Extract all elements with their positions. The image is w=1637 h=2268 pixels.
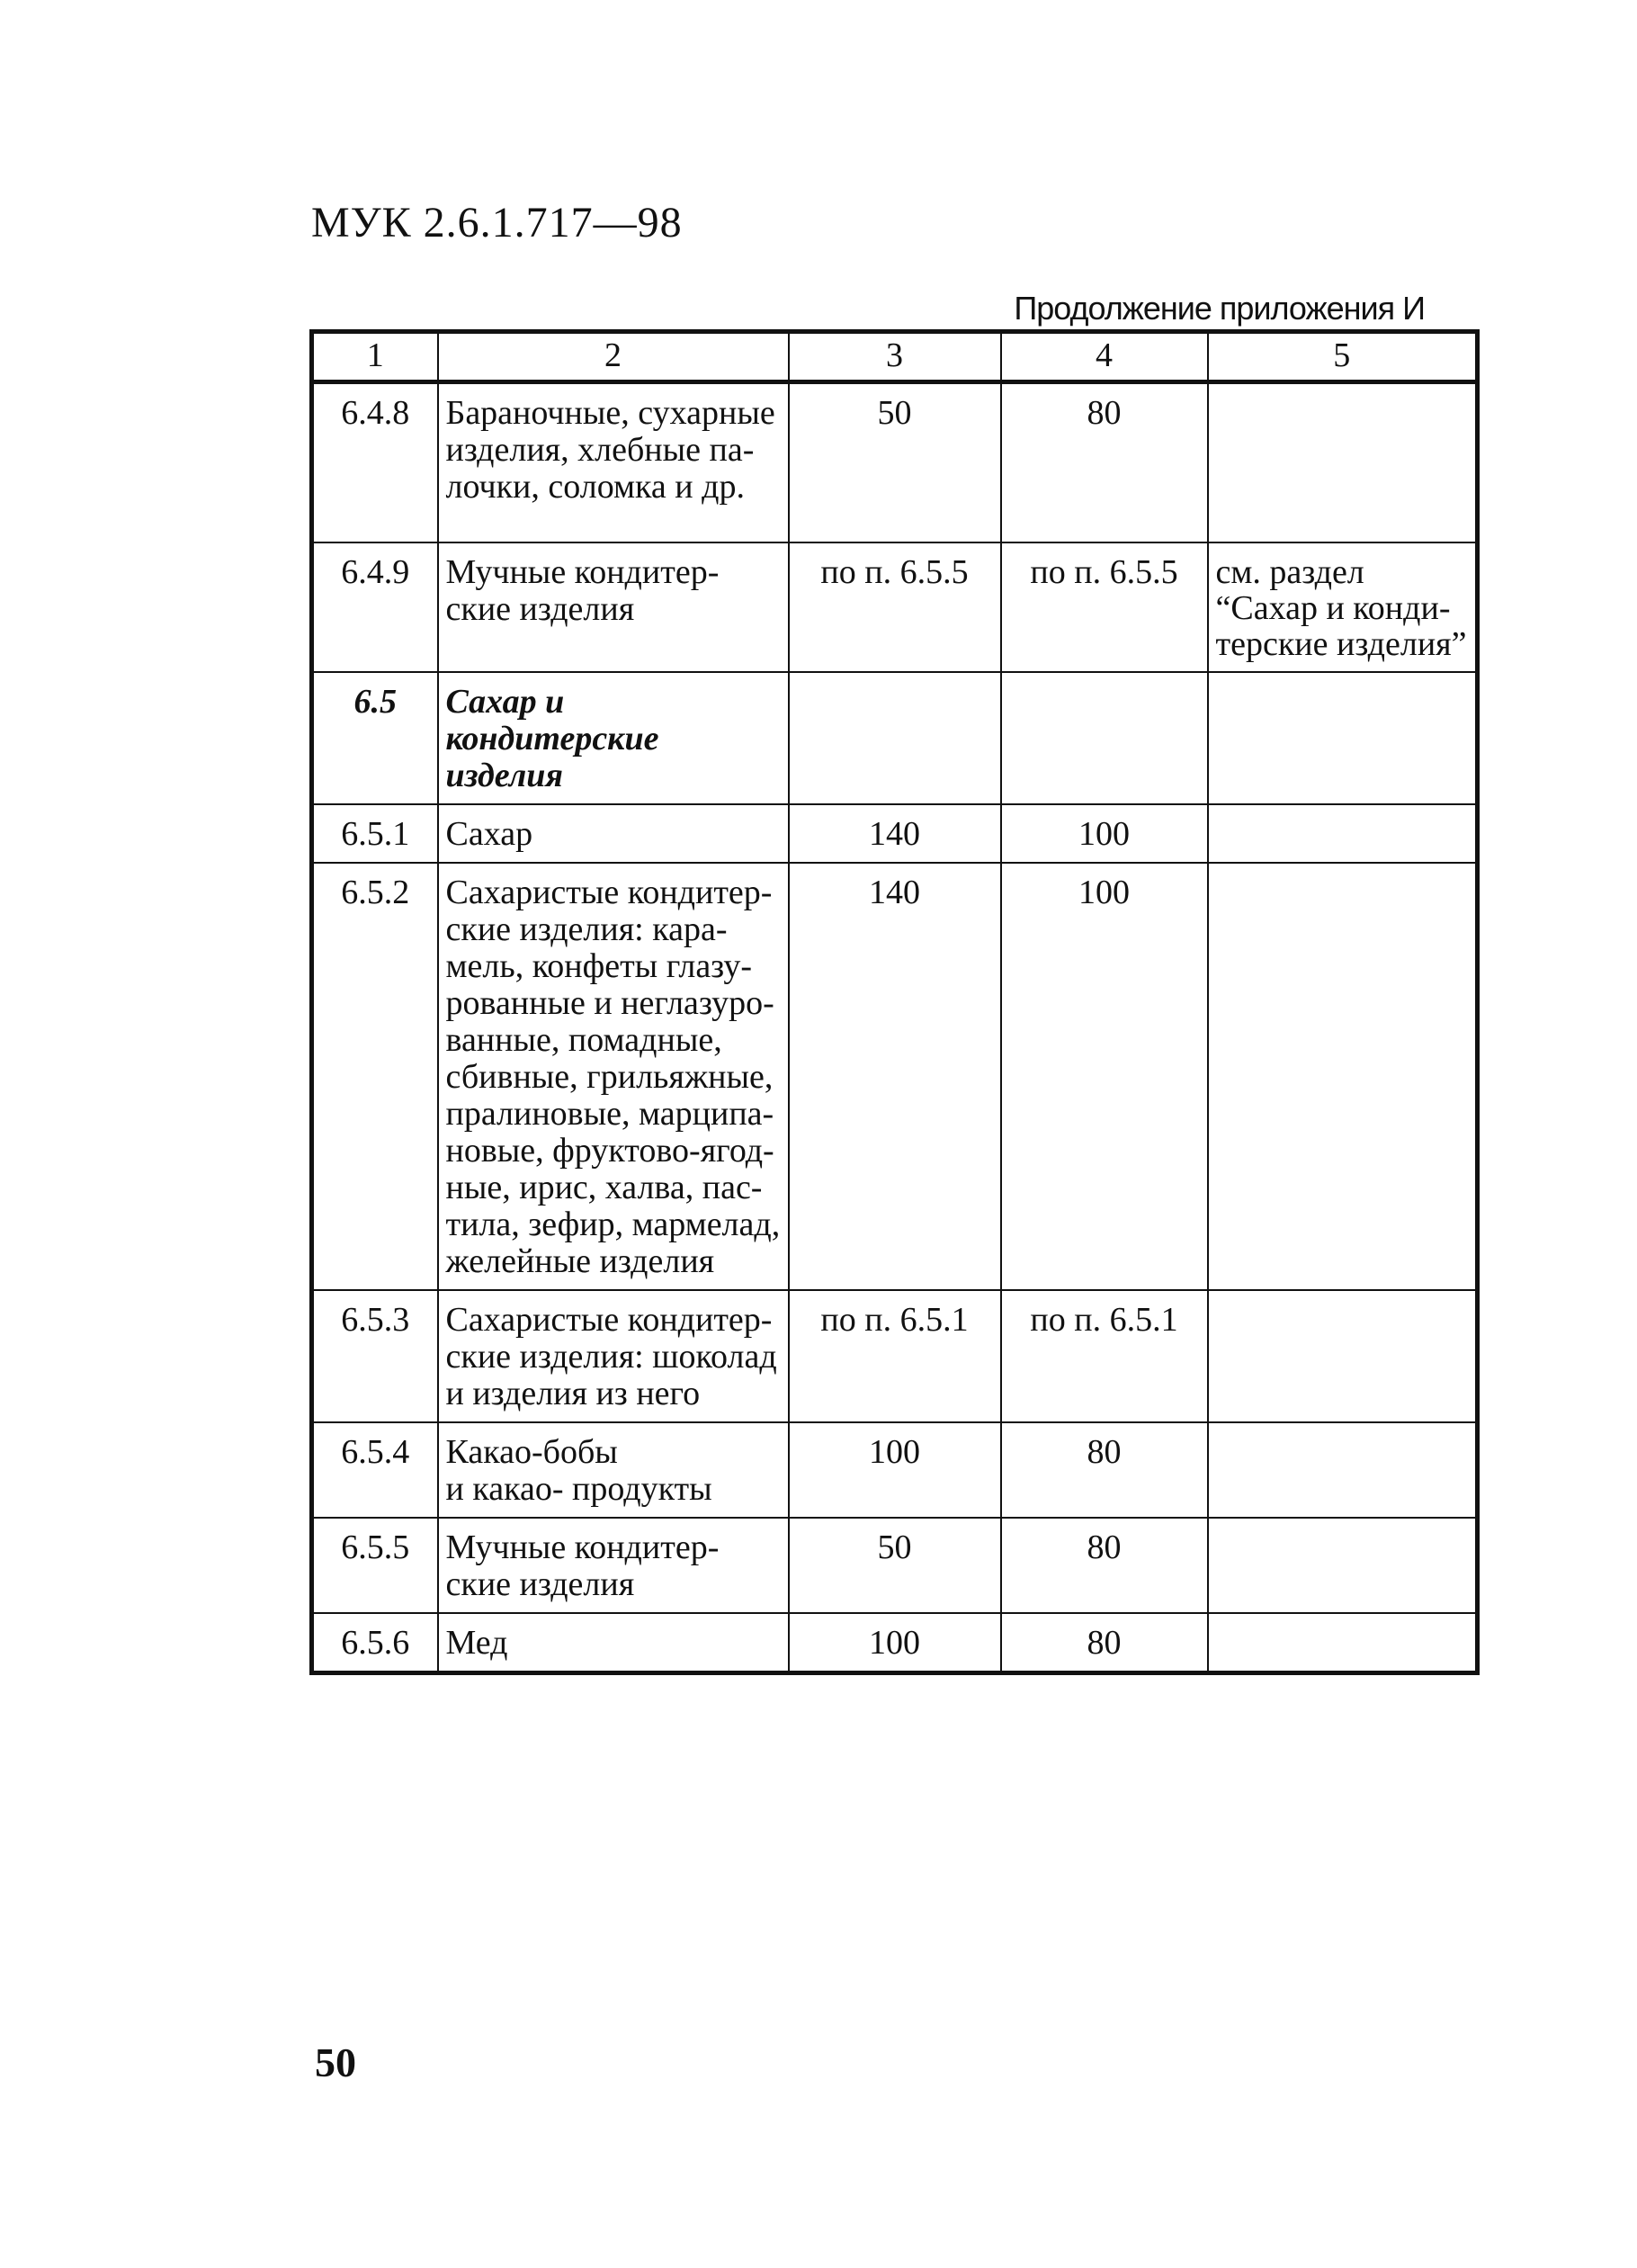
value-col3: 50 — [789, 1518, 1001, 1613]
note-col5 — [1208, 382, 1478, 542]
column-header-5: 5 — [1208, 332, 1478, 382]
table-header — [312, 332, 1478, 382]
continuation-caption: Продолжение приложения И — [1014, 290, 1425, 327]
section-row — [312, 672, 1478, 804]
product-name: Мед — [438, 1613, 789, 1673]
value-col4: 80 — [1001, 1422, 1208, 1518]
product-name: Какао-бобы и какао- продукты — [438, 1422, 789, 1518]
value-col4: по п. 6.5.5 — [1001, 542, 1208, 672]
table-row — [312, 804, 1478, 863]
row-number: 6.4.9 — [312, 542, 438, 672]
table-body — [312, 382, 1478, 1673]
value-col3: 140 — [789, 804, 1001, 863]
value-col4: 80 — [1001, 382, 1208, 542]
column-header-1: 1 — [312, 332, 438, 382]
note-col5 — [1208, 1290, 1478, 1422]
table-row — [312, 1518, 1478, 1613]
table-row — [312, 863, 1478, 1290]
note-col5 — [1208, 672, 1478, 804]
value-col3: 140 — [789, 863, 1001, 1290]
page-number: 50 — [315, 2039, 356, 2085]
value-col3: по п. 6.5.1 — [789, 1290, 1001, 1422]
note-col5 — [1208, 804, 1478, 863]
table-row — [312, 382, 1478, 542]
document-code: МУК 2.6.1.717—98 — [311, 199, 683, 247]
section-number: 6.5 — [312, 672, 438, 804]
table-row — [312, 1422, 1478, 1518]
product-name: Сахаристые кондитер- ские изделия: кара- мель, конфеты глазу- рованные и неглазуро- ванные, помадные, сбивные, грильяжные, пралиновые, марципа- новые, фруктово-ягод- ные, ирис, халва, пас- тила, зефир, мармелад, желейные изделия — [438, 863, 789, 1290]
column-header-4: 4 — [1001, 332, 1208, 382]
product-name: Бараночные, сухарные изделия, хлебные па- лочки, соломка и др. — [438, 382, 789, 542]
row-number: 6.5.5 — [312, 1518, 438, 1613]
product-name: Сахаристые кондитер- ские изделия: шоколад и изделия из него — [438, 1290, 789, 1422]
value-col3: 100 — [789, 1613, 1001, 1673]
column-header-3: 3 — [789, 332, 1001, 382]
product-name: Мучные кондитер- ские изделия — [438, 1518, 789, 1613]
value-col3: по п. 6.5.5 — [789, 542, 1001, 672]
row-number: 6.5.2 — [312, 863, 438, 1290]
table-header-row — [312, 332, 1478, 382]
table-row — [312, 1290, 1478, 1422]
row-number: 6.5.1 — [312, 804, 438, 863]
value-col4: 100 — [1001, 804, 1208, 863]
value-col4: 80 — [1001, 1518, 1208, 1613]
value-col3: 100 — [789, 1422, 1001, 1518]
product-name: Сахар — [438, 804, 789, 863]
note-col5 — [1208, 1518, 1478, 1613]
value-col4 — [1001, 672, 1208, 804]
value-col4: 100 — [1001, 863, 1208, 1290]
note-col5 — [1208, 1613, 1478, 1673]
row-number: 6.5.4 — [312, 1422, 438, 1518]
note-col5 — [1208, 1422, 1478, 1518]
note-col5: см. раздел “Сахар и конди- терские изделия” — [1208, 542, 1478, 672]
column-header-2: 2 — [438, 332, 789, 382]
value-col4: 80 — [1001, 1613, 1208, 1673]
value-col4: по п. 6.5.1 — [1001, 1290, 1208, 1422]
table-row — [312, 1613, 1478, 1673]
note-col5 — [1208, 863, 1478, 1290]
value-col3: 50 — [789, 382, 1001, 542]
value-col3 — [789, 672, 1001, 804]
appendix-table — [309, 329, 1480, 1675]
product-name: Мучные кондитер- ские изделия — [438, 542, 789, 672]
section-title: Сахар и кондитерские изделия — [438, 672, 789, 804]
table-row — [312, 542, 1478, 672]
row-number: 6.5.6 — [312, 1613, 438, 1673]
row-number: 6.5.3 — [312, 1290, 438, 1422]
row-number: 6.4.8 — [312, 382, 438, 542]
